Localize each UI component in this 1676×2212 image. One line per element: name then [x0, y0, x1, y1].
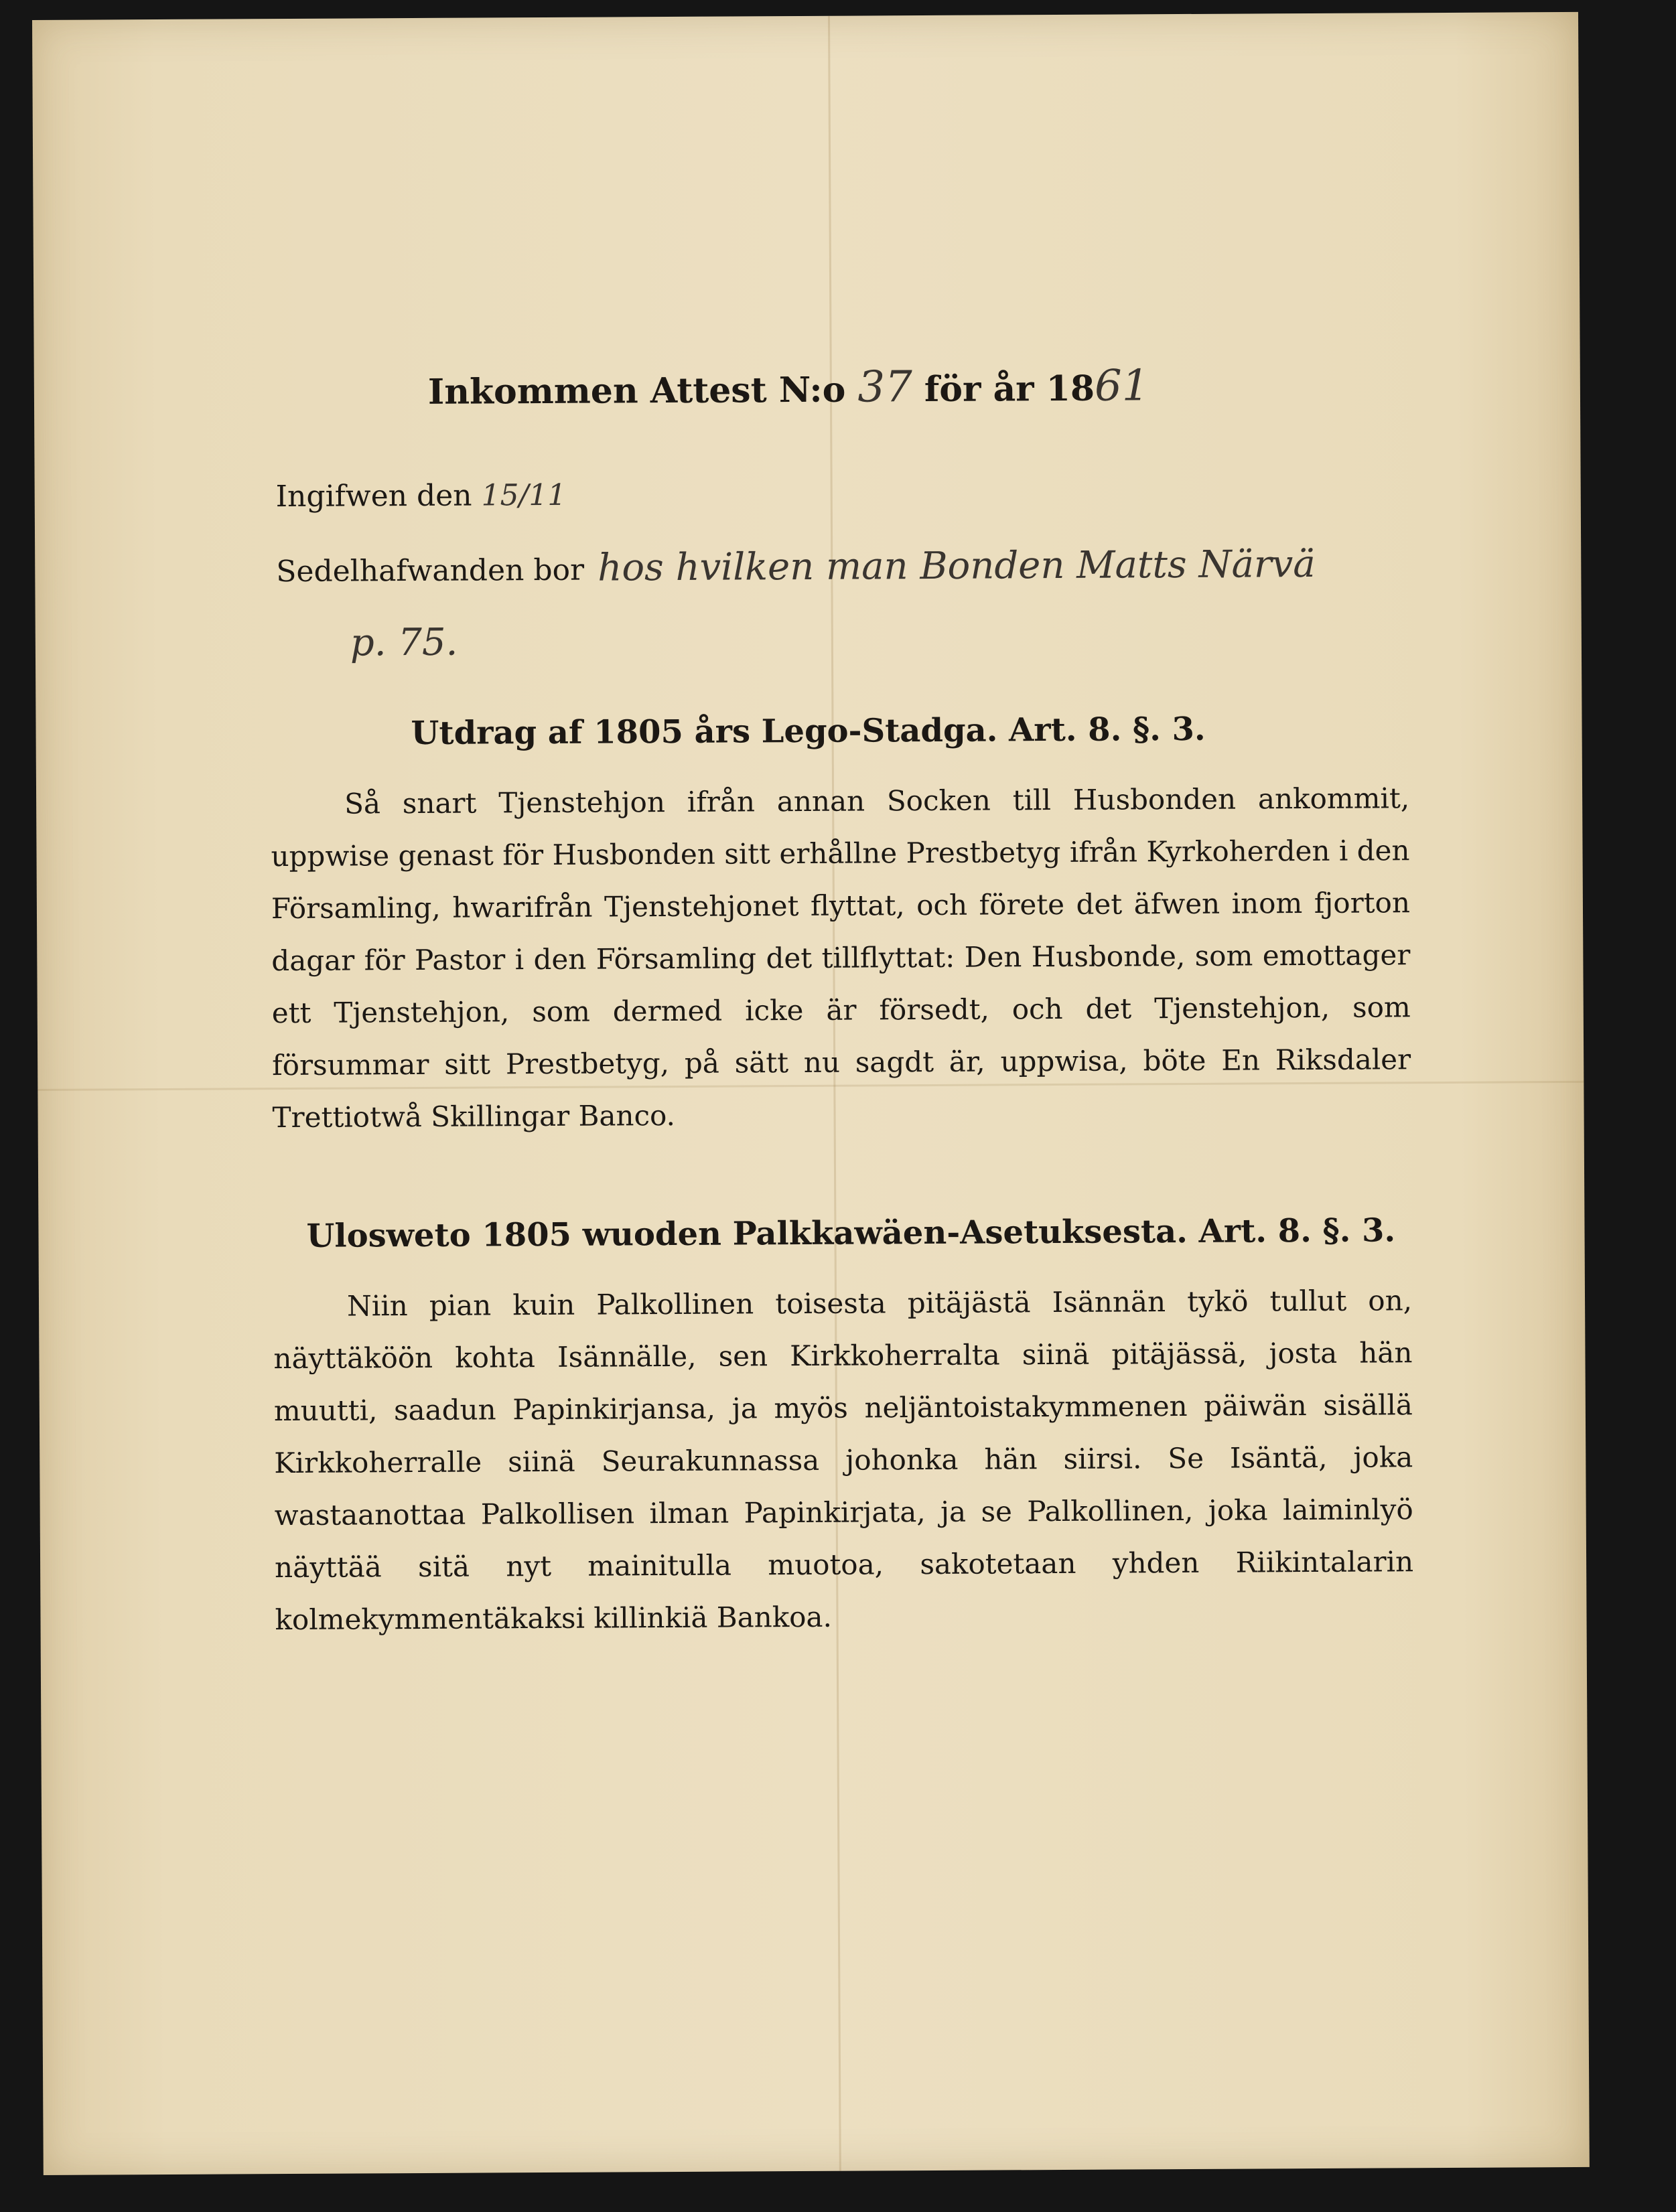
- handwritten-received-date: 15/11: [481, 477, 567, 513]
- residence-label: Sedelhafwanden bor: [276, 552, 585, 589]
- residence-row: [276, 553, 584, 589]
- handwritten-year-suffix: 61: [1094, 361, 1149, 411]
- handwritten-residence-line-1: hos hvilken man Bonden Matts Närvä: [598, 542, 1316, 590]
- certificate-title: [428, 361, 1149, 415]
- received-label: Ingifwen den: [275, 478, 472, 514]
- document-sheet: [32, 12, 1590, 2175]
- received-date-row: [276, 478, 567, 514]
- swedish-section-heading: Utdrag af 1805 års Lego-Stadga. Art. 8. §. 3.: [411, 710, 1206, 753]
- finnish-section-heading: Ulosweto 1805 wuoden Palkkawäen-Asetuksesta. Art. 8. §. 3.: [306, 1211, 1396, 1255]
- handwritten-certificate-number: 37: [857, 362, 913, 413]
- finnish-section-body: Niin pian kuin Palkollinen toisesta pitäjästä Isännän tykö tullut on, näyttäköön kohta Isännälle, sen Kirkkoherralta siinä pitäjässä, josta hän muutti, saadun Papinkirjansa, ja myös neljäntoistakymmenen päiwän sisällä Kirkkoherralle siinä Seurakunnassa johonka hän siirsi. Se Isäntä, joka wastaanottaa Palkollisen ilman Papinkirjata, ja se Palkollinen, joka laiminlyö näyttää sitä nyt mainitulla muotoa, sakotetaan yhden Riikintalarin kolmekymmentäkaksi killinkiä Bankoa.: [273, 1284, 1414, 1637]
- handwritten-residence-line-2: p. 75.: [350, 620, 458, 665]
- title-year-label: för år 18: [924, 368, 1095, 411]
- swedish-section-body: Så snart Tjenstehjon ifrån annan Socken till Husbonden ankommit, uppwise genast för Husbonden sitt erhållne Prestbetyg ifrån Kyrkoherden i den Församling, hwarifrån Tjenstehjonet flyttat, och förete det äfwen inom fjorton dagar för Pastor i den Församling det tillflyttat: Den Husbonde, som emottager ett Tjenstehjon, som dermed icke är försedt, och det Tjenstehjon, som försummar sitt Prestbetyg, på sätt nu sagdt är, uppwisa, böte En Riksdaler Trettiotwå Skillingar Banco.: [271, 782, 1411, 1134]
- title-prefix: Inkommen Attest N:o: [427, 369, 846, 413]
